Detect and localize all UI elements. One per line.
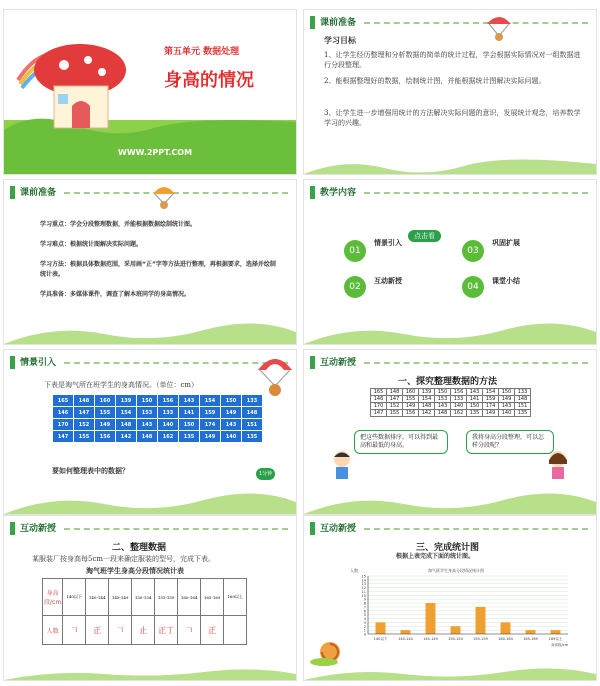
bar	[526, 630, 536, 634]
intro-text: 下表是淘气所在班学生的身高情况。（单位：cm）	[44, 381, 199, 389]
y-tick-label: 1	[363, 628, 366, 633]
header-label: 互动新授	[320, 524, 357, 534]
tally-cell: 止	[132, 616, 155, 645]
table-cell: 135	[179, 431, 200, 443]
header-label: 互动新授	[20, 524, 57, 534]
y-tick-label: 8	[363, 601, 366, 606]
parachute-icon	[484, 12, 514, 42]
key-point-line: 学习重点：学会分段整理数据，并能根据数据绘制统计图。	[40, 221, 197, 228]
slide-1[interactable]	[4, 10, 296, 174]
table-cell: 154	[116, 407, 137, 419]
table-cell: 148	[242, 407, 263, 419]
grass-decoration	[304, 658, 596, 680]
slide-6[interactable]	[304, 350, 596, 514]
slide-2[interactable]	[304, 10, 596, 174]
table-cell: 147	[53, 431, 74, 443]
x-tick-label: 145-149	[423, 637, 438, 641]
range-cell: 160-164	[178, 579, 201, 616]
table-cell: 148	[515, 396, 531, 403]
table-cell: 135	[515, 410, 531, 417]
x-tick-label: 160-164	[498, 637, 513, 641]
y-tick-label: 3	[363, 620, 366, 625]
description-text: 根据上表完成下面的统计图。	[396, 553, 475, 560]
range-cell: 140-144	[86, 579, 109, 616]
question-text: 要如何整理表中的数据？	[52, 467, 129, 475]
parachute-icon	[150, 182, 178, 210]
goal-item-3: 3、让学生进一步增强用统计的方法解决实际问题的意识，发展统计观念，培养数学学习的兴趣。	[324, 109, 581, 127]
table-row	[53, 407, 263, 419]
y-tick-label: 10	[361, 593, 366, 598]
unit-label: 第五单元 数据处理	[164, 47, 240, 57]
lesson-title: 身高的情况	[164, 70, 254, 91]
table-cell: 152	[74, 419, 95, 431]
table-cell: 154	[200, 395, 221, 407]
tally-cell: 正	[86, 616, 109, 645]
bar	[451, 626, 461, 634]
header-label: 互动新授	[320, 358, 357, 368]
table-cell: 153	[435, 396, 451, 403]
slide-7[interactable]	[4, 516, 296, 680]
y-axis-label: 人数	[350, 568, 358, 573]
x-axis-label: 身高段/cm	[550, 643, 568, 647]
y-tick-label: 7	[363, 605, 366, 610]
x-tick-label: 140-144	[398, 637, 413, 641]
header-label: 课前准备	[20, 188, 57, 198]
materials-line: 学具准备：多媒体课件，调查了解本班同学的身高情况。	[40, 291, 191, 298]
table-cell: 159	[483, 396, 499, 403]
table-cell: 139	[419, 389, 435, 396]
table-cell: 148	[419, 403, 435, 410]
goal-item-2: 2、能根据整理好的数据，绘制统计图，并能根据统计图解决实际问题。	[324, 77, 546, 85]
difficulty-line: 学习难点：根据统计图解决实际问题。	[40, 241, 143, 248]
y-tick-label: 11	[361, 589, 366, 594]
table-row	[371, 403, 531, 410]
table-cell: 156	[451, 389, 467, 396]
table-cell: 150	[467, 403, 483, 410]
table-cell: 147	[371, 410, 387, 417]
table-row	[53, 431, 263, 443]
table-cell: 149	[403, 403, 419, 410]
boy-character	[330, 450, 354, 480]
table-cell: 148	[435, 410, 451, 417]
section-title: 二、整理数据	[112, 543, 167, 553]
y-tick-label: 6	[363, 609, 366, 614]
tally-cell: 正丁	[155, 616, 178, 645]
table-title: 淘气班学生身高分段情况统计表	[86, 567, 184, 575]
header-label: 教学内容	[320, 188, 357, 198]
bar-chart	[350, 566, 580, 648]
table-cell: 143	[179, 395, 200, 407]
table-cell: 150	[435, 389, 451, 396]
menu-item-new[interactable]: 互动新授	[374, 277, 402, 285]
x-tick-label: 140以下	[373, 637, 388, 641]
table-cell: 135	[242, 431, 263, 443]
circle-number: 02	[344, 276, 366, 298]
bar	[376, 622, 386, 634]
table-cell: 143	[499, 403, 515, 410]
y-tick-label: 2	[363, 624, 366, 629]
range-cell: 150-154	[132, 579, 155, 616]
table-cell: 154	[419, 396, 435, 403]
table-cell: 174	[200, 419, 221, 431]
table-cell: 162	[451, 410, 467, 417]
tally-cell: 𠃍	[178, 616, 201, 645]
x-tick-label: 165-169	[523, 637, 538, 641]
slide-8[interactable]	[304, 516, 596, 680]
grass-decoration	[4, 646, 296, 680]
speech-bubble-left: 把这些数据排序，可以得到最高和最低的身高。	[354, 430, 448, 454]
table-cell: 152	[387, 403, 403, 410]
table-cell: 146	[53, 407, 74, 419]
bar	[426, 603, 436, 634]
chart-title: 淘气班学生身高分段情况统计图	[428, 568, 484, 573]
table-cell: 140	[451, 403, 467, 410]
table-cell: 151	[515, 403, 531, 410]
table-cell: 149	[200, 431, 221, 443]
section-title: 三、完成统计图	[416, 543, 480, 553]
table-cell: 143	[137, 419, 158, 431]
table-cell: 142	[419, 410, 435, 417]
tally-cell: 正	[201, 616, 224, 645]
table-cell: 143	[221, 419, 242, 431]
table-cell: 155	[74, 431, 95, 443]
bar	[476, 607, 486, 634]
table-cell: 141	[467, 396, 483, 403]
table-cell: 162	[158, 431, 179, 443]
table-cell: 170	[371, 403, 387, 410]
menu-item-consolidate[interactable]: 巩固扩展	[492, 239, 520, 247]
bar	[501, 622, 511, 634]
description-text: 某服装厂按身高每5cm一段来确定服装的型号，完成下表。	[32, 555, 216, 563]
grass-decoration	[304, 310, 596, 344]
table-cell: 133	[451, 396, 467, 403]
range-cell: 155-159	[155, 579, 178, 616]
table-cell: 154	[483, 389, 499, 396]
tally-cell	[224, 616, 247, 645]
sub-heading: 学习目标	[324, 36, 356, 45]
menu-item-intro[interactable]: 情景引入	[374, 239, 402, 247]
slide-header	[304, 350, 596, 376]
slide-4[interactable]	[304, 180, 596, 344]
section-title: 一、探究整理数据的方法	[398, 377, 498, 387]
table-cell: 146	[371, 396, 387, 403]
grass-decoration	[4, 310, 296, 344]
table-cell: 149	[499, 396, 515, 403]
table-cell: 160	[95, 395, 116, 407]
slide-5[interactable]	[4, 350, 296, 514]
slide-3[interactable]	[4, 180, 296, 344]
table-cell: 148	[137, 431, 158, 443]
bar	[551, 630, 561, 634]
table-cell: 133	[242, 395, 263, 407]
slide-header	[4, 350, 296, 376]
circle-number: 01	[344, 240, 366, 262]
method-line: 学习方法：根据具体数据范围，采用画“正”字等方法进行整理，再根据要求，选择并绘制统计表。	[40, 261, 276, 278]
table-row	[371, 410, 531, 417]
x-tick-label: 169以上	[548, 637, 563, 641]
table-cell: 141	[179, 407, 200, 419]
table-row	[371, 396, 531, 403]
y-tick-label: 14	[361, 578, 366, 583]
range-cell: 165-169	[201, 579, 224, 616]
table-cell: 140	[499, 410, 515, 417]
table-cell: 140	[221, 431, 242, 443]
table-cell: 143	[435, 403, 451, 410]
table-cell: 143	[467, 389, 483, 396]
x-tick-label: 155-159	[473, 637, 488, 641]
table-cell: 139	[116, 395, 137, 407]
grass-decoration	[4, 480, 296, 514]
grass-decoration	[304, 146, 596, 174]
header-label: 情景引入	[20, 358, 57, 368]
click-badge[interactable]: 点击看	[408, 230, 441, 242]
table-cell: 147	[74, 407, 95, 419]
range-cell: 145-149	[109, 579, 132, 616]
table-cell: 140	[158, 419, 179, 431]
timer-badge[interactable]: 1分钟	[256, 468, 275, 480]
header-label: 课前准备	[320, 18, 357, 28]
height-data-table	[370, 388, 531, 417]
count-label: 人数	[43, 616, 63, 645]
table-cell: 156	[95, 431, 116, 443]
table-cell: 148	[74, 395, 95, 407]
table-row	[371, 389, 531, 396]
table-cell: 156	[403, 410, 419, 417]
tally-cell: 𠃍	[109, 616, 132, 645]
table-cell: 155	[387, 410, 403, 417]
circle-number: 03	[462, 240, 484, 262]
row-label: 身高段/cm	[43, 579, 63, 616]
table-cell: 149	[221, 407, 242, 419]
table-cell: 160	[403, 389, 419, 396]
slide-header	[304, 10, 596, 36]
tally-cell: 𠃍	[63, 616, 86, 645]
table-cell: 151	[242, 419, 263, 431]
table-cell: 165	[371, 389, 387, 396]
slide-header	[304, 516, 596, 542]
girl-character	[546, 450, 570, 480]
table-cell: 133	[515, 389, 531, 396]
y-tick-label: 13	[361, 582, 366, 587]
range-cell: 140以下	[63, 579, 86, 616]
table-cell: 148	[116, 419, 137, 431]
slide-header	[4, 516, 296, 542]
table-cell: 150	[499, 389, 515, 396]
grass-decoration	[304, 480, 596, 514]
table-cell: 135	[467, 410, 483, 417]
x-tick-label: 150-154	[448, 637, 463, 641]
table-cell: 150	[179, 419, 200, 431]
tally-table	[42, 578, 247, 645]
table-cell: 174	[483, 403, 499, 410]
y-tick-label: 4	[363, 617, 366, 622]
y-tick-label: 15	[361, 574, 366, 579]
table-cell: 153	[137, 407, 158, 419]
y-tick-label: 9	[363, 597, 366, 602]
range-cell: 169以上	[224, 579, 247, 616]
menu-item-summary[interactable]: 课堂小结	[492, 277, 520, 285]
table-cell: 148	[387, 389, 403, 396]
table-cell: 147	[387, 396, 403, 403]
speech-bubble-right: 我将身高分段整理，可以怎样分段呢？	[466, 430, 554, 454]
table-cell: 142	[116, 431, 137, 443]
table-cell: 149	[483, 410, 499, 417]
y-tick-label: 12	[361, 586, 366, 591]
table-cell: 170	[53, 419, 74, 431]
goal-item-1: 1、让学生经历整理和分析数据的简单的统计过程，学会根据实际情况对一组数据进行分段整理。	[324, 51, 581, 69]
table-row	[53, 395, 263, 407]
slide-header	[304, 180, 596, 206]
table-cell: 159	[200, 407, 221, 419]
table-cell: 156	[158, 395, 179, 407]
circle-number: 04	[462, 276, 484, 298]
height-data-table	[52, 394, 263, 443]
bar	[401, 630, 411, 634]
y-tick-label: 0	[363, 632, 366, 637]
table-cell: 149	[95, 419, 116, 431]
table-cell: 165	[53, 395, 74, 407]
y-tick-label: 5	[363, 613, 366, 618]
table-cell: 150	[221, 395, 242, 407]
table-row	[53, 419, 263, 431]
table-cell: 155	[95, 407, 116, 419]
table-cell: 155	[403, 396, 419, 403]
website-link[interactable]: WWW.2PPT.COM	[118, 148, 193, 157]
table-cell: 150	[137, 395, 158, 407]
table-cell: 133	[158, 407, 179, 419]
